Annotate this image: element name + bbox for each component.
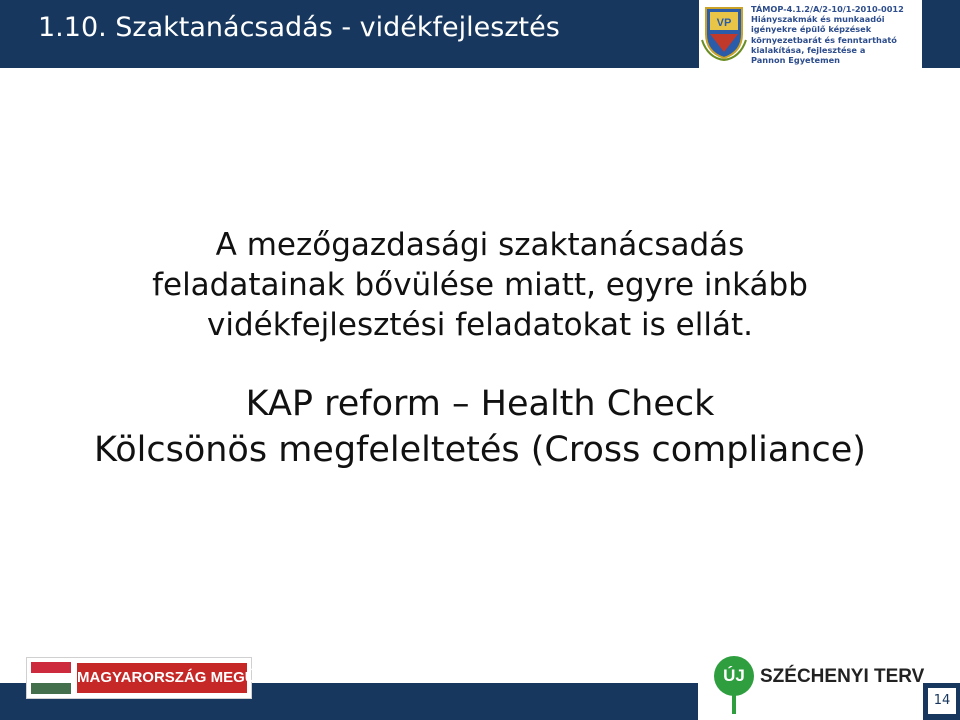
szechenyi-text: SZÉCHENYI TERV [760, 666, 925, 687]
paragraph-line: feladatainak bővülése miatt, egyre inkább [152, 267, 808, 303]
main-paragraph [0, 225, 960, 345]
slide-content [0, 225, 960, 473]
crest-initials: VP [716, 17, 732, 29]
project-line: TÁMOP-4.1.2/A/2-10/1-2010-0012 [751, 4, 904, 14]
project-line: Hiányszakmák és munkaadói [751, 14, 885, 25]
project-line: kialakítása, fejlesztése a [751, 44, 866, 55]
szechenyi-terv-logo [698, 646, 923, 720]
paragraph-line: A mezőgazdasági szaktanácsadás [215, 227, 745, 263]
page-number: 14 [928, 688, 956, 714]
header-right-strip [922, 0, 960, 68]
project-line: igényekre épülő képzések [751, 24, 872, 35]
uj-badge-icon: ÚJ [714, 656, 754, 696]
uj-badge-stem [732, 694, 736, 714]
magyarorszag-megujul-logo [26, 657, 284, 699]
reform-line: KAP reform – Health Check [245, 384, 715, 424]
logo-text: MAGYARORSZÁG MEGÚJUL [77, 663, 247, 693]
paragraph-line: vidékfejlesztési feladatokat is ellát. [207, 307, 753, 343]
hungarian-flag-icon [31, 662, 71, 694]
project-description [751, 4, 921, 65]
project-line: környezetbarát és fenntartható [751, 34, 897, 45]
slide-title: 1.10. Szaktanácsadás - vidékfejlesztés [38, 12, 560, 43]
project-line: Pannon Egyetemen [751, 55, 840, 66]
reform-block [0, 381, 960, 473]
reform-line: Kölcsönös megfeleltetés (Cross compliance) [94, 430, 866, 470]
university-crest-icon [700, 4, 748, 62]
